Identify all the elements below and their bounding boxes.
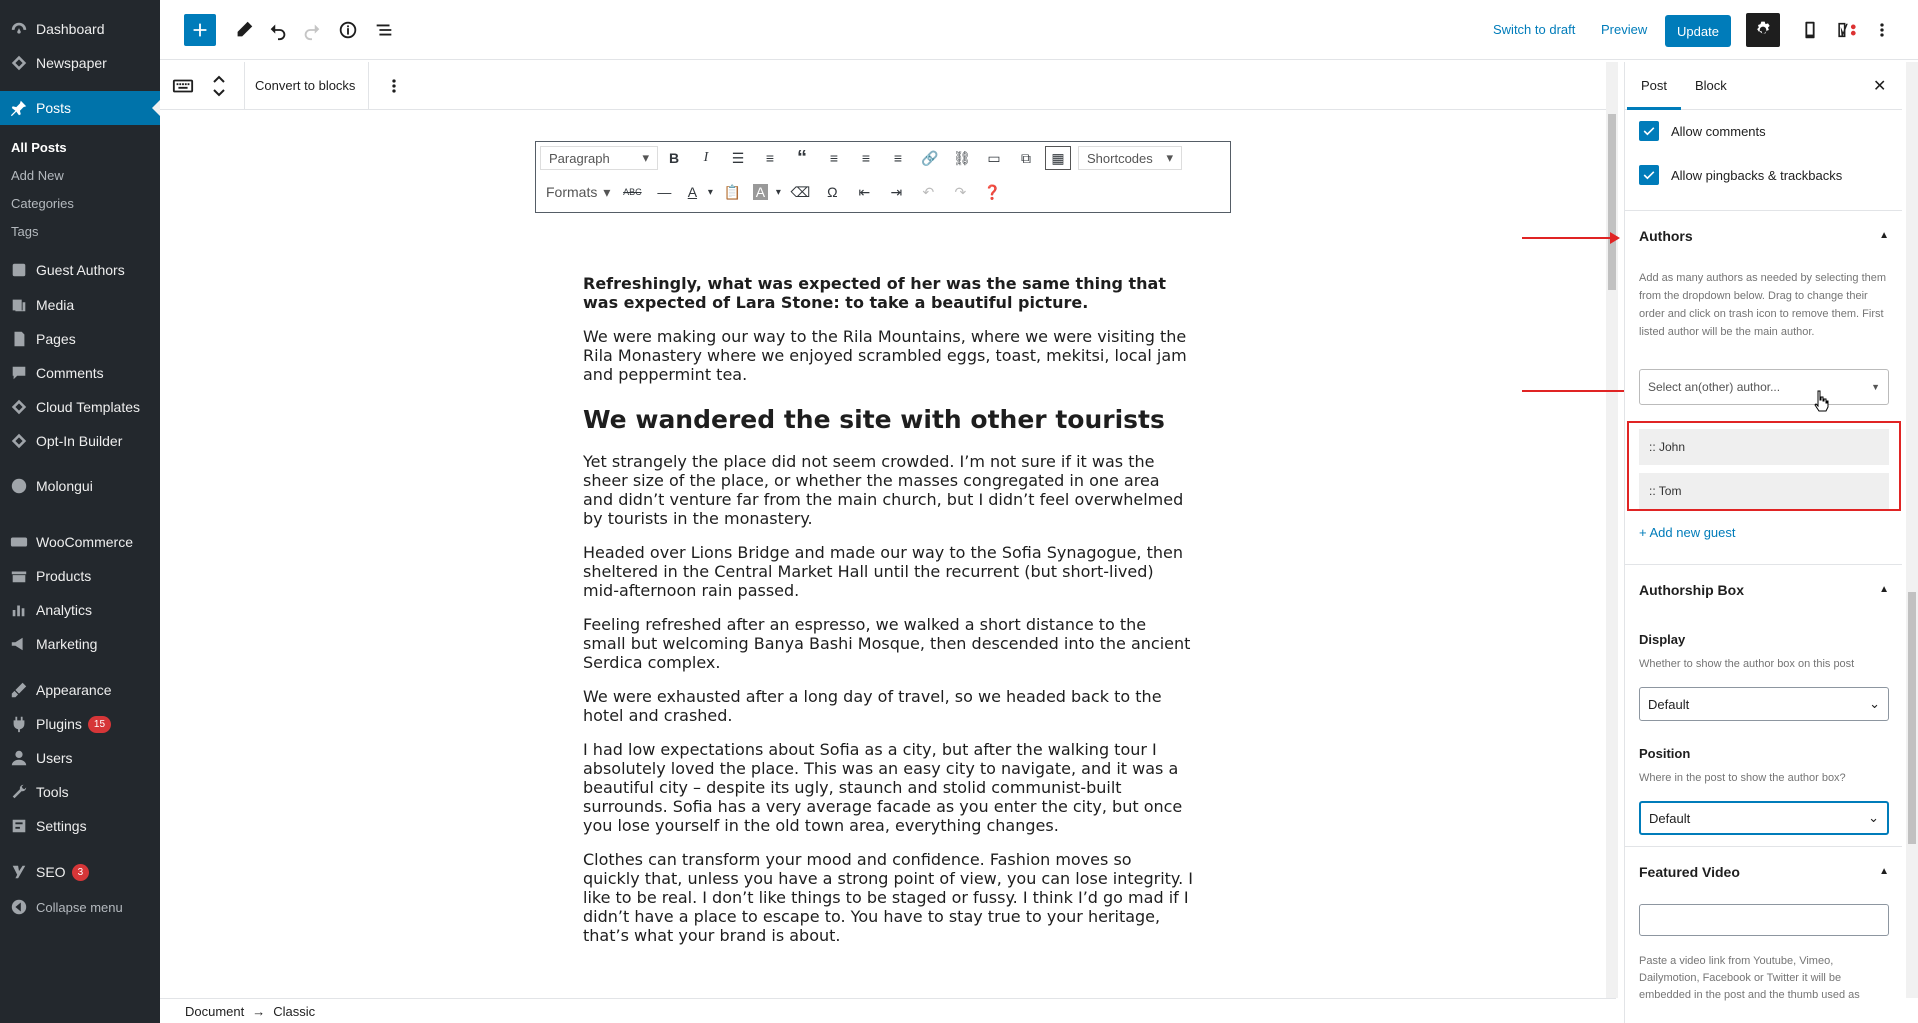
appearance-icon [8,681,30,699]
sidebar-item-media[interactable] [0,290,160,320]
sidebar-item-label: Media [36,297,75,313]
caret-up-icon: ▲ [1879,584,1889,595]
keyboard-icon[interactable] [172,75,194,97]
caret-up-icon: ▲ [1879,866,1889,877]
switch-to-draft-link[interactable]: Switch to draft [1493,22,1576,37]
paragraph-select-label: Paragraph [549,150,610,166]
yoast-icon [1836,19,1858,41]
paragraph-select[interactable] [540,146,658,170]
phone-icon [1799,19,1821,41]
comments-icon [8,364,30,382]
content-info-button[interactable] [332,14,364,46]
pencil-icon [233,19,255,41]
align-right-icon[interactable]: ≡ [893,150,903,166]
indent-icon[interactable]: ⇥ [890,183,903,200]
position-label: Position [1639,746,1691,761]
paste-as-text-icon[interactable]: 📋 [723,183,742,200]
close-icon[interactable]: ✕ [1873,78,1887,95]
caret-down-icon: ▾ [603,183,611,200]
sidebar-item-settings[interactable] [0,811,160,841]
chevron-down-icon: ⌄ [1869,696,1880,711]
allow-comments-label: Allow comments [1671,123,1766,139]
sidebar-item-label: Users [36,750,73,766]
featured-video-input[interactable] [1639,904,1889,936]
formats-select[interactable] [540,184,616,201]
shortcode-icon[interactable]: ⧉ [1021,149,1031,166]
link-icon[interactable]: 🔗 [921,149,939,166]
yoast-seo-button[interactable] [1830,14,1864,46]
sidebar-item-label: WooCommerce [36,534,133,550]
editor-top-toolbar [160,0,1918,60]
checkmark-icon [1639,121,1659,141]
align-center-icon[interactable]: ≡ [861,150,871,166]
paragraph: Headed over Lions Bridge and made our way to the Sofia Synagogue, then sheltered in the Central Market Hall until the recurrent (but short-lived) mid-afternoon rain passed. [583,543,1183,600]
caret-down-icon: ▼ [1871,382,1880,392]
allow-pingbacks-label: Allow pingbacks & trackbacks [1671,167,1843,183]
plugins-icon [8,715,30,733]
block-toolbar [160,62,1616,110]
tab-post[interactable]: Post [1641,78,1668,93]
mobile-preview-button[interactable] [1796,14,1824,46]
paragraph: We were making our way to the Rila Mountains, where we were visiting the Rila Monastery where we enjoyed scrambled eggs, toast, mekitsi, local jam and peppermint tea. [583,327,1187,384]
read-more-icon[interactable]: ▭ [987,149,1001,166]
help-icon[interactable]: ❓ [983,183,1002,200]
convert-to-blocks-button[interactable]: Convert to blocks [255,78,356,93]
sidebar-item-label: Plugins [36,716,82,732]
display-label: Display [1639,632,1686,647]
sidebar-sub-tags[interactable]: Tags [11,224,39,239]
sidebar-item-label: Analytics [36,602,93,618]
sidebar-item-molongui[interactable] [0,471,160,501]
sidebar-item-label: Posts [36,100,72,116]
plugins-update-badge: 15 [88,716,111,733]
authors-help-text: Add as many authors as needed by selecting them from the dropdown below. Drag to change their order and click on trash icon to remove them. First listed author will be the main author. [1639,272,1887,338]
redo-button[interactable] [296,14,328,46]
dashboard-icon [8,20,30,38]
sidebar-item-label: Comments [36,365,104,381]
clear-formatting-icon[interactable]: ⌫ [790,183,811,200]
display-select[interactable] [1639,687,1889,721]
caret-down-icon: ▾ [642,150,649,165]
annotation-arrow [1522,390,1632,392]
featured-video-help-text: Paste a video link from Youtube, Vimeo, Dailymotion, Facebook or Twitter it will be embedded in the post and the thumb used as [1639,955,1860,1001]
sidebar-item-newspaper[interactable] [0,48,160,78]
classic-editor-toolbar [535,141,1231,213]
horizontal-line-icon[interactable]: — [657,184,672,200]
undo-icon [267,19,289,41]
italic-icon[interactable]: I [703,150,709,165]
sidebar-item-posts[interactable] [0,91,160,125]
background-color-icon[interactable]: A [748,178,772,206]
woocommerce-icon [8,533,30,551]
seo-badge: 3 [72,864,90,881]
sidebar-item-users[interactable] [0,743,160,773]
sidebar-item-analytics[interactable] [0,595,160,625]
sidebar-item-tools[interactable] [0,777,160,807]
marketing-icon [8,635,30,653]
breadcrumb-classic[interactable]: Classic [273,1003,316,1019]
author-select-placeholder: Select an(other) author... [1648,380,1781,394]
more-options-button[interactable] [1872,14,1892,46]
toolbar-divider [244,62,245,110]
sidebar-item-guest-authors[interactable] [0,255,160,285]
block-navigation-button[interactable] [368,14,400,46]
sidebar-collapse-menu[interactable] [0,892,160,922]
sidebar-item-label: Newspaper [36,55,107,71]
guest-authors-icon [8,261,30,279]
gear-icon [1753,20,1773,40]
sidebar-item-label: Pages [36,331,76,347]
text-color-icon[interactable]: A [687,184,698,200]
settings-toggle-button[interactable] [1746,13,1780,47]
sidebar-item-appearance[interactable] [0,675,160,705]
sidebar-item-pages[interactable] [0,324,160,354]
author-item-john[interactable]: :: John [1639,429,1889,465]
allow-comments-checkbox[interactable] [1639,121,1766,141]
sidebar-item-label: Marketing [36,636,98,652]
paragraph: We were exhausted after a long day of travel, so we headed back to the hotel and crashed. [583,687,1162,725]
paragraph: Yet strangely the place did not seem crowded. I’m not sure if it was the sheer size of the place, or whether the masses congregated in one area and didn’t venture far from the main church, but I didn’t feel overwhelmed by tourists in the monastery. [583,452,1184,528]
pin-icon [8,99,30,117]
settings-scrollbar[interactable] [1906,62,1918,998]
sidebar-item-label: Collapse menu [36,899,123,915]
toolbar-toggle-icon[interactable]: ▦ [1045,146,1071,170]
redo-icon [301,19,323,41]
collapse-icon [8,898,30,916]
users-icon [8,749,30,767]
sidebar-item-woocommerce[interactable] [0,527,160,557]
sidebar-sub-all-posts[interactable]: All Posts [11,140,67,155]
list-view-icon [373,19,395,41]
bold-icon[interactable]: B [668,150,680,166]
scrollbar-thumb[interactable] [1908,592,1916,844]
caret-down-icon: ▾ [1166,150,1173,165]
paragraph: I had low expectations about Sofia as a city, but after the walking tour I absolutely loved the place. This was an easy city to navigate, and it was a beautiful city – despite its ugly, staunch and stolid communist-built surrounds. Sofia has a very average facade as you enter the city, but once you lose yourself in the old town area, everything changes. [583,740,1183,835]
unlink-icon[interactable]: ⛓ [953,149,971,166]
author-select[interactable] [1639,369,1889,405]
settings-tabs [1625,62,1902,110]
post-content[interactable] [583,274,1193,960]
authorship-box-panel-toggle[interactable] [1625,564,1902,614]
settings-sidebar [1624,62,1902,1023]
shortcodes-select-label: Shortcodes [1087,150,1153,166]
display-select-value: Default [1648,696,1690,712]
newspaper-icon [8,54,30,72]
settings-icon [8,817,30,835]
sidebar-item-label: Cloud Templates [36,399,141,415]
breadcrumb-document[interactable]: Document [185,1003,245,1019]
sidebar-item-marketing[interactable] [0,629,160,659]
block-more-options-icon[interactable] [384,76,404,96]
authors-title: Authors [1639,227,1693,244]
display-help-text: Whether to show the author box on this post [1639,658,1855,670]
sidebar-item-products[interactable] [0,561,160,591]
tab-block[interactable]: Block [1695,78,1727,93]
sidebar-item-label: SEO [36,864,66,880]
editor-scrollbar[interactable] [1606,62,1618,998]
tools-icon [8,783,30,801]
sidebar-item-comments[interactable] [0,358,160,388]
pages-icon [8,330,30,348]
admin-sidebar [0,0,160,1023]
opt-in-icon [8,432,30,450]
tools-button[interactable] [228,14,260,46]
align-left-icon[interactable]: ≡ [829,150,839,166]
preview-link[interactable]: Preview [1601,22,1648,37]
position-help-text: Where in the post to show the author box? [1639,772,1846,784]
molongui-icon [8,477,30,495]
allow-pingbacks-checkbox[interactable] [1639,165,1842,185]
update-button[interactable]: Update [1665,15,1731,47]
sidebar-item-seo[interactable] [0,857,160,887]
checkmark-icon [1639,165,1659,185]
caret-up-icon: ▲ [1879,230,1889,241]
authors-panel-toggle[interactable] [1625,210,1902,260]
analytics-icon [8,601,30,619]
author-item-tom[interactable]: :: Tom [1639,473,1889,509]
block-breadcrumb [160,998,1616,1023]
sidebar-item-label: Opt-In Builder [36,433,123,449]
sidebar-item-cloud-templates[interactable] [0,392,160,422]
sidebar-item-dashboard[interactable] [0,14,160,44]
featured-video-panel-toggle[interactable] [1625,846,1902,896]
numbered-list-icon[interactable]: ≡ [765,150,775,166]
sidebar-item-label: Settings [36,818,87,834]
intro-paragraph: Refreshingly, what was expected of her was the same thing that was expected of Lara Stone: to take a beautiful picture. [583,274,1166,312]
caret-down-icon[interactable]: ▾ [707,186,713,198]
sidebar-item-opt-in-builder[interactable] [0,426,160,456]
sidebar-item-label: Molongui [36,478,93,494]
move-up-down-icon[interactable] [208,70,230,102]
sidebar-item-label: Guest Authors [36,262,125,278]
strikethrough-icon[interactable]: ABC [623,187,642,197]
caret-down-icon[interactable]: ▾ [775,186,781,198]
annotation-arrow [1522,237,1618,239]
products-icon [8,567,30,585]
media-icon [8,296,30,314]
scrollbar-thumb[interactable] [1608,114,1616,290]
sidebar-sub-add-new[interactable]: Add New [11,168,64,183]
vertical-ellipsis-icon [1872,19,1892,41]
editor-canvas [160,110,1606,976]
bullet-list-icon[interactable]: ☰ [731,149,745,166]
blockquote-icon[interactable]: “ [797,146,807,169]
undo-button[interactable] [262,14,294,46]
cloud-templates-icon [8,398,30,416]
breadcrumb-arrow-icon: → [252,1003,266,1019]
sidebar-item-label: Products [36,568,92,584]
sidebar-item-label: Dashboard [36,21,105,37]
paragraph: Clothes can transform your mood and confidence. Fashion moves so quickly that, unless you have a strong point of view, you can lose integrity. I like to be real. I don’t like things to be staged or fussy. I think I’d go mad if I didn’t have a place to escape to. You have to stay true to your heritage, that’s what your brand is about. [583,850,1193,945]
position-select-value: Default [1649,810,1691,826]
add-new-guest-link[interactable]: + Add new guest [1639,525,1736,540]
sidebar-sub-categories[interactable]: Categories [11,196,74,211]
section-heading: We wandered the site with other tourists [583,405,1165,434]
toolbar-row-1 [540,144,1182,172]
add-block-button[interactable] [184,14,216,46]
sidebar-item-label: Appearance [36,682,112,698]
plus-icon [189,19,211,41]
redo-icon[interactable]: ↷ [954,183,967,200]
toolbar-divider [368,62,369,110]
formats-select-label: Formats [546,184,598,200]
toolbar-row-2 [540,178,1008,206]
special-character-icon[interactable]: Ω [827,184,838,200]
info-icon [337,19,359,41]
chevron-down-icon: ⌄ [1868,810,1879,825]
paragraph: Feeling refreshed after an espresso, we walked a short distance to the small but welcoming Banya Bashi Mosque, then descended into the ancient Serdica complex. [583,615,1191,672]
position-select[interactable] [1639,801,1889,835]
outdent-icon[interactable]: ⇤ [858,183,871,200]
seo-icon [8,863,30,881]
sidebar-item-plugins[interactable] [0,709,160,739]
hand-cursor-icon [1813,390,1829,412]
authorship-box-title: Authorship Box [1639,581,1744,598]
shortcodes-select[interactable] [1078,146,1182,170]
sidebar-item-label: Tools [36,784,69,800]
undo-icon[interactable]: ↶ [922,183,935,200]
featured-video-title: Featured Video [1639,863,1740,880]
